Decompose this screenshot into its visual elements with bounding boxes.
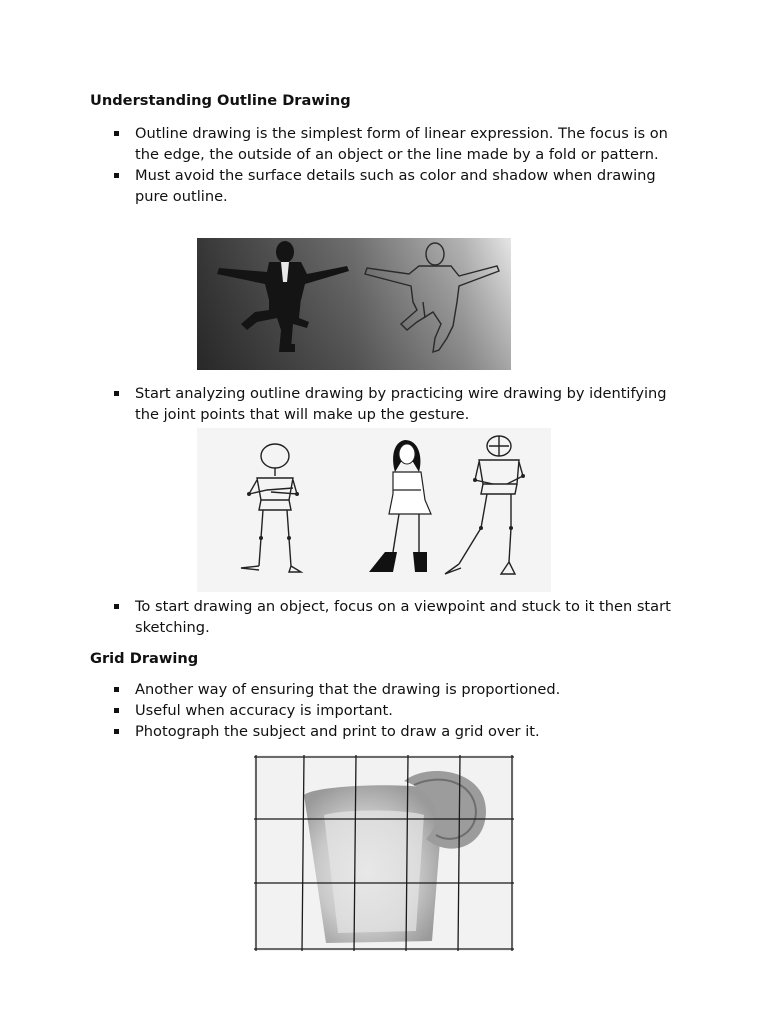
bullet-list-grid (90, 679, 690, 742)
bullet-list-wire-drawing (90, 383, 690, 425)
list-item: Must avoid the surface details such as color and shadow when drawing pure outline. (90, 165, 690, 207)
outline-drawing-figure (197, 238, 511, 370)
section-heading-outline: Understanding Outline Drawing (90, 92, 351, 109)
list-item: Photograph the subject and print to draw a grid over it. (90, 721, 690, 742)
list-item: Useful when accuracy is important. (90, 700, 690, 721)
list-item: Another way of ensuring that the drawing is proportioned. (90, 679, 690, 700)
grid-drawing-figure (254, 755, 514, 951)
section-heading-grid: Grid Drawing (90, 650, 199, 667)
bullet-list-viewpoint (90, 596, 690, 638)
wire-drawing-figure (197, 428, 551, 592)
list-item: Start analyzing outline drawing by practicing wire drawing by identifying the joint points that will make up the gesture. (90, 383, 690, 425)
bullet-list-outline-intro (90, 123, 690, 207)
list-item: To start drawing an object, focus on a viewpoint and stuck to it then start sketching. (90, 596, 690, 638)
list-item: Outline drawing is the simplest form of linear expression. The focus is on the edge, the outside of an object or the line made by a fold or pattern. (90, 123, 690, 165)
